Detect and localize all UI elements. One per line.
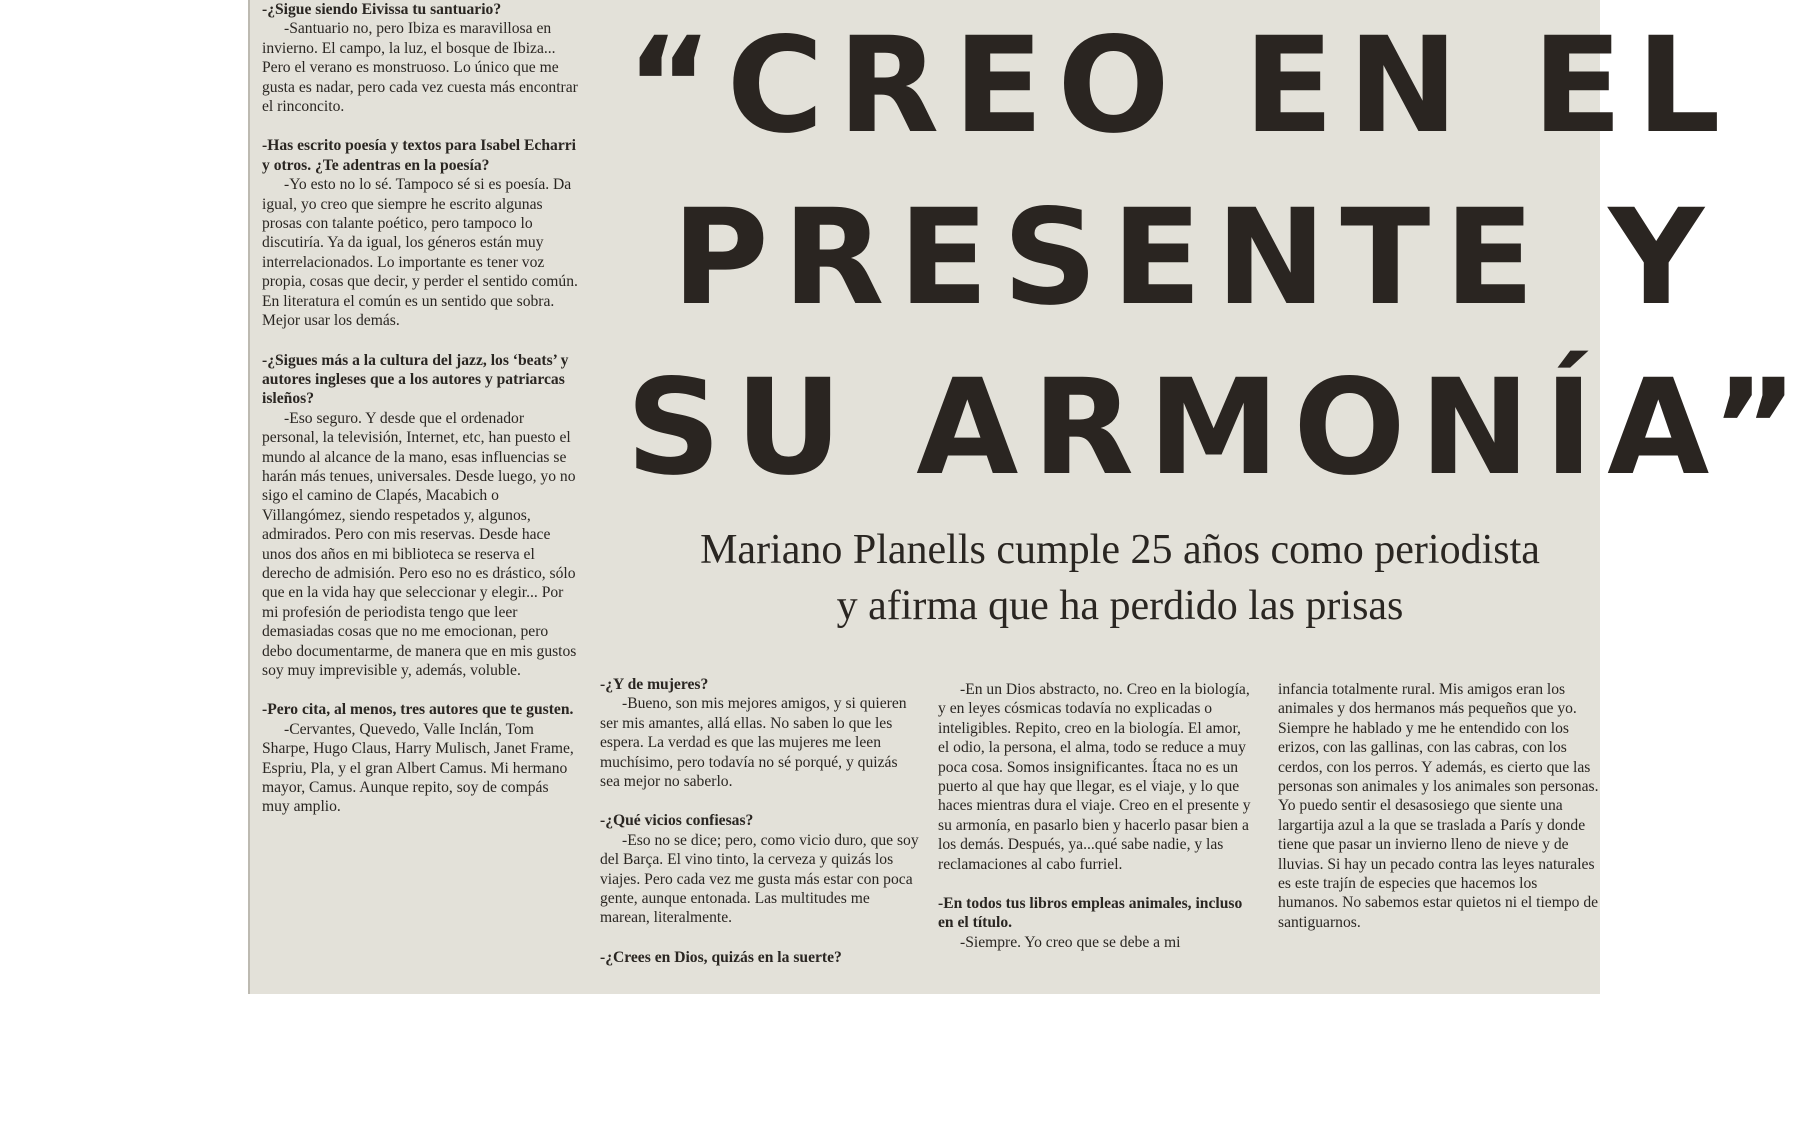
headline-line-3: SU ARMONÍA” bbox=[626, 351, 1812, 505]
answer: -Bueno, son mis mejores amigos, y si quieren ser mis amantes, allá ellas. No saben lo que les espera. La verdad es que las mujeres me leen muchísimo, pero todavía no sé porqué, y quizás sea mejor no saberlo. bbox=[600, 695, 907, 791]
answer: -Cervantes, Quevedo, Valle Inclán, Tom Sharpe, Hugo Claus, Harry Mulisch, Janet Frame, Espriu, Pla, y el gran Albert Camus. Mi hermano mayor, Camus. Aunque repito, soy de compás muy amplio. bbox=[262, 720, 574, 816]
question: -Pero cita, al menos, tres autores que te gusten. bbox=[262, 701, 574, 719]
answer: -En un Dios abstracto, no. Creo en la biología, y en leyes cósmicas todavía no explicadas o inteligibles. Repito, creo en la biología. El amor, el odio, la persona, el alma, todo se reduce a muy poca cosa. Somos insignificantes. Ítaca no es un puerto al que hay que llegar, es el viaje, y lo que haces mientras dura el viaje. Creo en el presente y su armonía, en pasarlo bien y hacerlo pasar bien a los demás. Después, ya...qué sabe nadie, y las reclamaciones al cabo furriel. bbox=[938, 681, 1251, 873]
clipping-left-edge bbox=[248, 0, 250, 994]
question: -En todos tus libros empleas animales, incluso en el título. bbox=[938, 895, 1243, 932]
headline-line-2: PRESENTE Y bbox=[672, 181, 1719, 335]
question: -¿Y de mujeres? bbox=[600, 676, 709, 693]
subtitle-line-1: Mariano Planells cumple 25 años como periodista bbox=[700, 527, 1540, 573]
answer: -Eso no se dice; pero, como vicio duro, que soy del Barça. El vino tinto, la cerveza y quizás los viajes. Pero cada vez me gusta más estar con poca gente, aunque entonada. Las multitudes me marean, literalmente. bbox=[600, 831, 919, 927]
article-column-3 bbox=[938, 680, 1254, 952]
article-column-2 bbox=[600, 675, 920, 967]
answer: -Eso seguro. Y desde que el ordenador personal, la televisión, Internet, etc, han puesto el mundo al alcance de la mano, esas influencias se harán más tenues, universales. Desde luego, yo no sigo el camino de Clapés, Macabich o Villangómez, siendo respetados y, algunos, admirados. Pero con mis reservas. Desde hace unos dos años en mi biblioteca se reserva el derecho de admisión. Pero eso no es drástico, sólo que en la vida hay que seleccionar y elegir... Por mi profesión de periodista tengo que leer demasiadas cosas que no me emocionan, pero debo documentarme, de manera que en mis gustos soy muy imprevisible y, además, voluble. bbox=[262, 409, 577, 679]
subtitle-line-2: y afirma que ha perdido las prisas bbox=[836, 583, 1404, 629]
answer: -Santuario no, pero Ibiza es maravillosa en invierno. El campo, la luz, el bosque de Ibiza... Pero el verano es monstruoso. Lo único que me gusta es nadar, pero cada vez cuesta más encontrar el rinconcito. bbox=[262, 20, 578, 116]
answer: -Siempre. Yo creo que se debe a mi bbox=[960, 933, 1181, 951]
question: -¿Crees en Dios, quizás en la suerte? bbox=[600, 948, 842, 966]
article-column-1 bbox=[262, 0, 580, 817]
question: -Has escrito poesía y textos para Isabel Echarri y otros. ¿Te adentras en la poesía? bbox=[262, 137, 576, 174]
question: -¿Sigue siendo Eivissa tu santuario? bbox=[262, 1, 502, 18]
question: -¿Qué vicios confiesas? bbox=[600, 812, 754, 830]
answer: -Yo esto no lo sé. Tampoco sé si es poesía. Da igual, yo creo que siempre he escrito algunas prosas con talante poético, pero tampoco lo discutiría. Ya da igual, los géneros están muy interrelacionados. Lo importante es tener voz propia, cosas que decir, y perder el sentido común. En literatura el común es un sentido que sobra. Mejor usar los demás. bbox=[262, 176, 578, 330]
subtitle bbox=[640, 522, 1600, 634]
article-column-4 bbox=[1278, 680, 1600, 932]
headline-line-1: “CREO EN EL bbox=[626, 9, 1735, 163]
answer: infancia totalmente rural. Mis amigos eran los animales y dos hermanos más pequeños que yo. Siempre he hablado y me he entendido con los erizos, con las gallinas, con las cabras, con los cerdos, con los perros. Y además, es cierto que las personas son animales y los animales son personas. Yo puedo sentir el desasosiego que siente una largartija azul a la que se traslada a París y donde tiene que pasar un invierno lleno de nieve y de lluvias. Si hay un pecado contra las leyes naturales es este trajín de especies que hacemos los humanos. No sabemos estar quietos ni el tiempo de santiguarnos. bbox=[1278, 681, 1599, 931]
question: -¿Sigues más a la cultura del jazz, los ‘beats’ y autores ingleses que a los autores y patriarcas isleños? bbox=[262, 351, 569, 408]
